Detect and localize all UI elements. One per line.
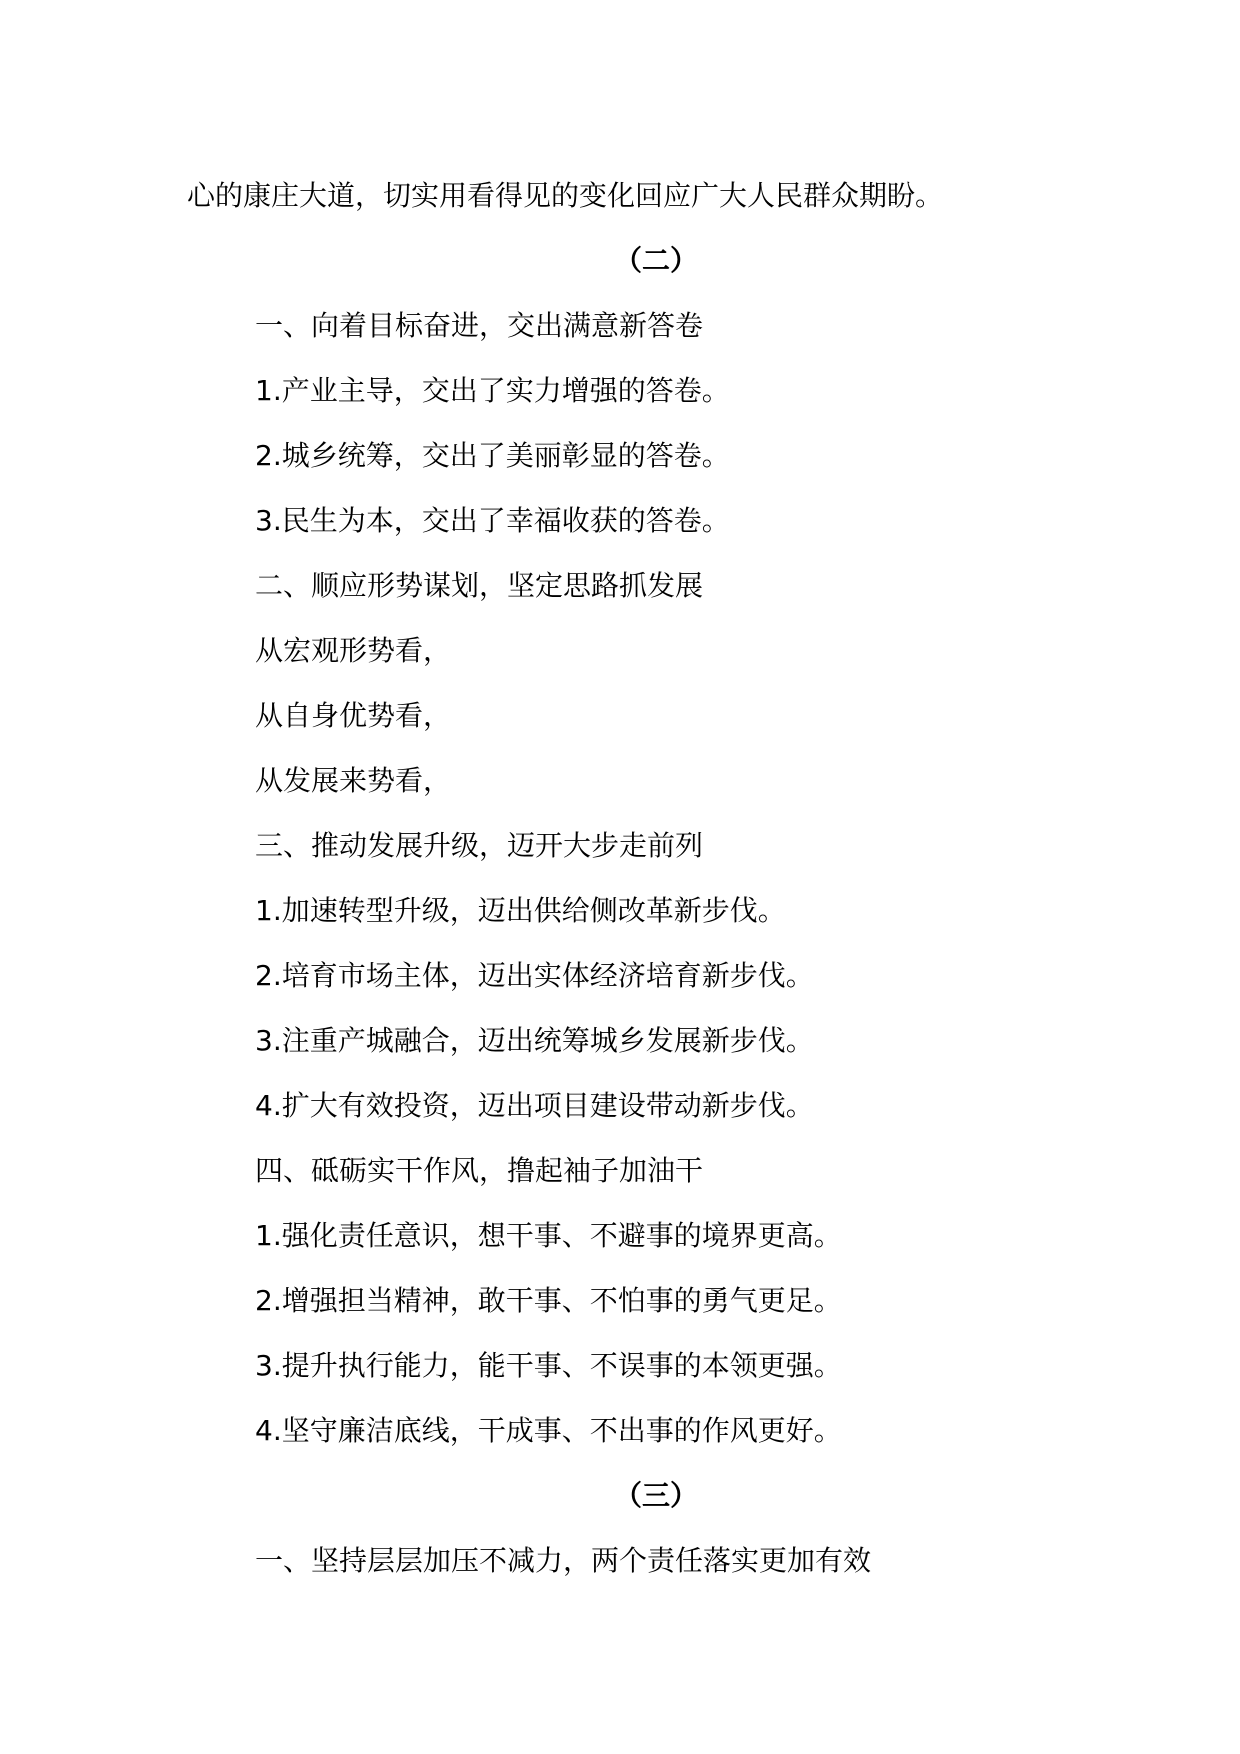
section-heading-2: （二） (613, 244, 698, 277)
list-item: 2.增强担当精神，敢干事、不怕事的勇气更足。 (255, 1284, 842, 1317)
list-item: 1.加速转型升级，迈出供给侧改革新步伐。 (255, 894, 786, 927)
heading-4: 四、砥砺实干作风，撸起袖子加油干 (255, 1154, 704, 1187)
paragraph-line: 从发展来势看， (255, 764, 452, 797)
section-heading-3: （三） (613, 1479, 698, 1512)
list-item: 3.民生为本，交出了幸福收获的答卷。 (255, 504, 730, 537)
list-item: 3.提升执行能力，能干事、不误事的本领更强。 (255, 1349, 842, 1382)
list-item: 1.强化责任意识，想干事、不避事的境界更高。 (255, 1219, 842, 1252)
heading-1: 一、向着目标奋进，交出满意新答卷 (255, 309, 704, 342)
list-item: 4.扩大有效投资，迈出项目建设带动新步伐。 (255, 1089, 814, 1122)
heading-1: 一、坚持层层加压不减力，两个责任落实更加有效 (255, 1544, 872, 1577)
heading-3: 三、推动发展升级，迈开大步走前列 (255, 829, 704, 862)
list-item: 2.培育市场主体，迈出实体经济培育新步伐。 (255, 959, 814, 992)
paragraph-line: 从宏观形势看， (255, 634, 452, 667)
paragraph-line: 从自身优势看， (255, 699, 452, 732)
heading-2: 二、顺应形势谋划，坚定思路抓发展 (255, 569, 704, 602)
list-item: 2.城乡统筹，交出了美丽彰显的答卷。 (255, 439, 730, 472)
list-item: 1.产业主导，交出了实力增强的答卷。 (255, 374, 730, 407)
paragraph-continuation: 心的康庄大道，切实用看得见的变化回应广大人民群众期盼。 (187, 179, 944, 212)
list-item: 3.注重产城融合，迈出统筹城乡发展新步伐。 (255, 1024, 814, 1057)
list-item: 4.坚守廉洁底线，干成事、不出事的作风更好。 (255, 1414, 842, 1447)
